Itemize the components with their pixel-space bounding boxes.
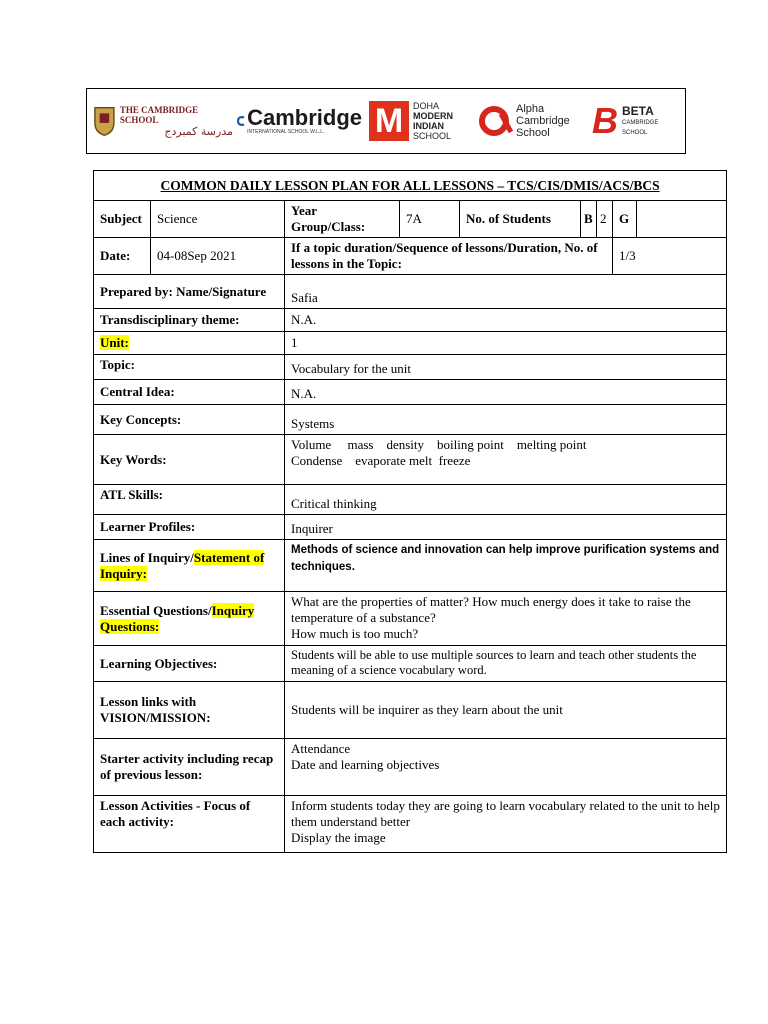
key-concepts-label: Key Concepts: [94,405,285,435]
alpha-line-1: Alpha [516,103,545,115]
key-words-line-1: Volume mass density boiling point melting point [291,437,587,452]
lesson-activities-cell [285,796,727,853]
lesson-activities-line-2: Display the image [291,830,386,845]
girls-label: G [613,201,637,238]
cambridge-c-icon [237,110,245,132]
beta-b-icon: B [592,100,618,141]
subject-label: Subject [94,201,151,238]
inquiry-questions-label: Inquiry Questions: [100,602,255,634]
lines-of-inquiry-value: Methods of science and innovation can help improve purification systems and techniques. [285,540,727,592]
starter-activity-cell [285,739,727,796]
learner-profiles-label: Learner Profiles: [94,515,285,540]
alpha-line-3: School [516,127,550,139]
atl-skills-value: Critical thinking [285,485,727,515]
dmis-m-icon: M [369,101,409,141]
subject-value: Science [151,201,285,238]
topic-duration-label: If a topic duration/Sequence of lessons/Duration, No. of lessons in the Topic: [285,238,613,275]
beta-line-2: CAMBRIDGE [622,119,659,126]
transdisciplinary-theme-label: Transdisciplinary theme: [94,309,285,332]
cambridge-school-logo [93,89,233,153]
cambridge-intl-sub: INTERNATIONAL SCHOOL W.L.L. [247,129,325,135]
transdisciplinary-theme-value: N.A. [285,309,727,332]
date-value: 04-08Sep 2021 [151,238,285,275]
topic-value: Vocabulary for the unit [285,355,727,380]
central-idea-value: N.A. [285,380,727,405]
beta-line-3: SCHOOL [622,129,648,136]
essential-questions-line-2: How much is too much? [291,626,419,641]
dmis-line-1: DOHA [413,101,440,111]
crest-icon [93,105,116,137]
essential-questions-label-a: Essential Questions/ [100,602,212,618]
essential-questions-line-1: What are the properties of matter? How much energy does it take to raise the temperature of a substance? [291,594,691,625]
key-words-label: Key Words: [94,435,285,485]
topic-label: Topic: [94,355,285,380]
student-count: 2 [597,201,613,238]
essential-questions-cell [285,592,727,646]
dmis-line-4: SCHOOL [413,131,452,141]
date-label: Date: [94,238,151,275]
lesson-activities-label: Lesson Activities - Focus of each activity: [94,796,285,853]
cambridge-intl-name: Cambridge [247,105,362,130]
year-group-label: Year Group/Class: [285,201,400,238]
lesson-plan-title: COMMON DAILY LESSON PLAN FOR ALL LESSONS – TCS/CIS/DMIS/ACS/BCS [94,171,727,201]
learning-objectives-value: Students will be able to use multiple sources to learn and teach other students the meaning of a science vocabulary word. [285,646,727,682]
dmis-line-2: MODERN [413,111,453,121]
key-concepts-value: Systems [285,405,727,435]
statement-of-inquiry-label: Statement of Inquiry: [100,549,265,581]
unit-label-cell [94,332,285,355]
alpha-cambridge-school-logo [479,89,579,153]
no-of-students-label: No. of Students [460,201,581,238]
starter-activity-line-1: Attendance [291,741,351,756]
starter-activity-label: Starter activity including recap of previous lesson: [94,739,285,796]
learning-objectives-label: Learning Objectives: [94,646,285,682]
unit-label: Unit: [100,335,129,350]
unit-value: 1 [285,332,727,355]
essential-questions-label [94,592,285,646]
prepared-by-label: Prepared by: Name/Signature [94,275,285,309]
beta-cambridge-school-logo [592,89,682,153]
cambridge-school-name: THE CAMBRIDGE SCHOOL [119,104,199,125]
topic-duration-value: 1/3 [613,238,727,275]
lines-of-inquiry-label-a: Lines of Inquiry/ [100,549,194,565]
atl-skills-label: ATL Skills: [94,485,285,515]
learner-profiles-value: Inquirer [285,515,727,540]
lesson-activities-line-1: Inform students today they are going to learn vocabulary related to the unit to help them understand better [291,798,720,829]
alpha-line-2: Cambridge [516,115,570,127]
lesson-plan-table [93,170,727,853]
girls-count [637,201,727,238]
starter-activity-line-2: Date and learning objectives [291,757,440,772]
boys-label: B [581,201,597,238]
vision-mission-value: Students will be inquirer as they learn about the unit [285,682,727,739]
cambridge-international-logo [237,89,362,153]
key-words-line-2: Condense evaporate melt freeze [291,453,471,468]
prepared-by-value: Safia [285,275,727,309]
key-words-cell [285,435,727,485]
dmis-line-3: INDIAN [413,121,444,131]
school-logos-banner [86,88,686,154]
alpha-icon [479,106,513,136]
doha-modern-indian-school-logo [369,89,469,153]
cambridge-school-arabic: مدرسة كمبردج [164,124,233,138]
vision-mission-label: Lesson links with VISION/MISSION: [94,682,285,739]
beta-line-1: BETA [622,103,654,118]
lines-of-inquiry-label [94,540,285,592]
year-group-value: 7A [400,201,460,238]
central-idea-label: Central Idea: [94,380,285,405]
